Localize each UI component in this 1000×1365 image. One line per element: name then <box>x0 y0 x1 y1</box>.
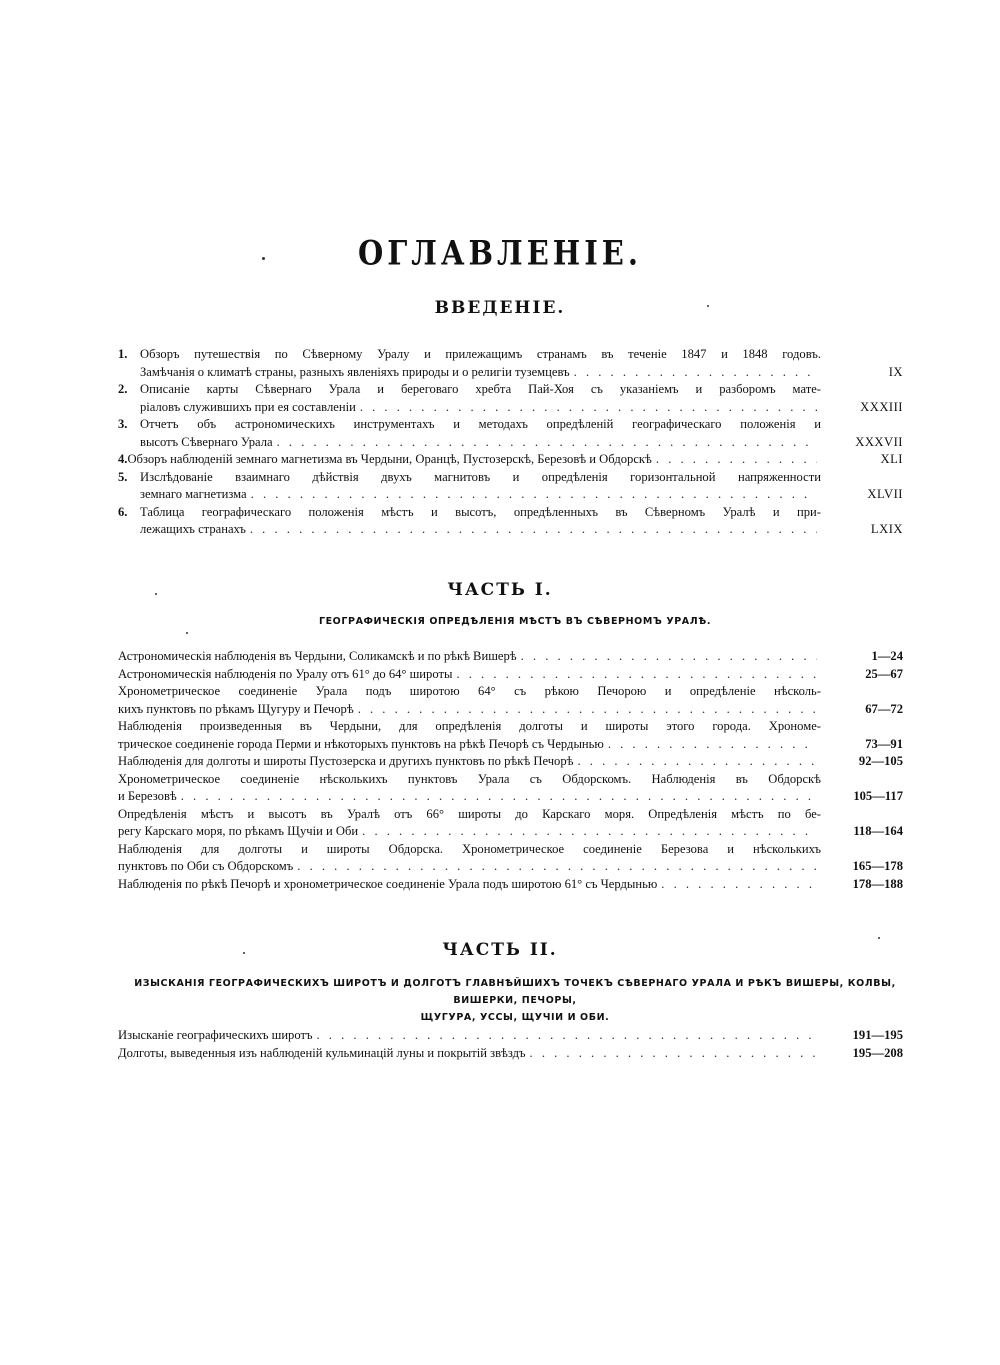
introduction-heading: ВВЕДЕНІЕ. <box>434 298 566 318</box>
scan-speck <box>707 305 709 307</box>
entry-text: Таблица географическаго положенія мѣстъ и высотъ, опредѣленныхъ въ Сѣверномъ Уралѣ и при- <box>140 504 821 519</box>
part1-entry <box>118 648 903 666</box>
dot-leader <box>277 434 817 452</box>
entry-text: Долготы, выведенныя изъ наблюденій кульминацій луны и покрытій звѣздъ <box>118 1045 526 1060</box>
introduction-list <box>118 346 903 539</box>
page-reference: IX <box>888 364 903 379</box>
page-reference: LXIX <box>870 522 903 536</box>
scan-speck <box>878 937 880 939</box>
entry-text: Обзоръ наблюденій земнаго магнетизма въ Чердыни, Оранцѣ, Пустозерскѣ, Березовѣ и Обдорскѣ <box>127 452 652 466</box>
page-reference: XXXIII <box>860 399 903 414</box>
dot-leader <box>661 876 817 894</box>
part1-entry <box>118 666 903 684</box>
dot-leader <box>358 701 817 719</box>
entry-number: 1. <box>118 347 128 361</box>
part1-entry <box>118 876 903 894</box>
scan-speck <box>243 952 245 954</box>
page-reference: 118—164 <box>853 824 903 838</box>
part1-entry <box>118 753 903 771</box>
page-reference: 165—178 <box>852 859 903 873</box>
part2-subheading-line: ЩУГУРА, УССЫ, ЩУЧІИ И ОБИ. <box>420 1012 610 1023</box>
page-reference: 25—67 <box>865 666 903 681</box>
part1-list <box>118 648 903 893</box>
scan-speck <box>186 632 188 634</box>
dot-leader <box>530 1045 817 1063</box>
entry-text: Отчетъ объ астрономическихъ инструментахъ и методахъ опредѣленій географическаго положенія и <box>140 417 821 431</box>
page-reference: XLVII <box>867 487 903 501</box>
page-reference: 178—188 <box>852 876 903 891</box>
dot-leader <box>297 858 817 876</box>
entry-text: Наблюденія произведенныя въ Чердыни, для опредѣленія долготы и широты этого города. Хрономе- <box>118 719 821 733</box>
entry-text: ріаловъ служившихъ при ея составленіи <box>140 399 356 414</box>
introduction-entry <box>118 504 903 539</box>
entry-number: 2. <box>118 382 128 396</box>
page-reference: 73—91 <box>865 736 903 751</box>
part2-subheading-line: ИЗЫСКАНІЯ ГЕОГРАФИЧЕСКИХЪ ШИРОТЪ И ДОЛГОТЪ ГЛАВНѢЙШИХЪ ТОЧЕКЪ СѢВЕРНАГО УРАЛА И РѢКЪ ВИШЕРЫ, КОЛВЫ, ВИШЕРКИ, ПЕЧОРЫ, <box>134 978 896 1006</box>
entry-number: 5. <box>118 469 128 484</box>
dot-leader <box>608 736 817 754</box>
part2-entry <box>118 1045 903 1063</box>
part2-list <box>118 1027 903 1062</box>
dot-leader <box>250 521 817 539</box>
dot-leader <box>456 666 817 684</box>
introduction-entry <box>118 346 903 381</box>
part1-subheading: ГЕОГРАФИЧЕСКІЯ ОПРЕДѢЛЕНІЯ МѢСТЪ ВЪ СѢВЕРНОМЪ УРАЛѢ. <box>318 616 712 627</box>
introduction-entry <box>118 381 903 416</box>
entry-text: Наблюденія для долготы и широты Пустозерска и другихъ пунктовъ по рѣкѣ Печорѣ <box>118 754 574 768</box>
entry-text: Обзоръ путешествія по Сѣверному Уралу и прилежащимъ странамъ въ теченіе 1847 и 1848 годовъ. <box>140 347 821 361</box>
introduction-entry <box>118 416 903 451</box>
dot-leader <box>577 753 817 771</box>
page-reference: 67—72 <box>865 701 903 716</box>
part2-heading: ЧАСТЬ II. <box>442 940 558 960</box>
page-reference: 191—195 <box>852 1028 903 1042</box>
part1-entry <box>118 771 903 806</box>
dot-leader <box>317 1027 818 1045</box>
entry-text: Изслѣдованіе взаимнаго дѣйствія двухъ магнитовъ и опредѣленія горизонтальной напряженности <box>140 469 821 484</box>
dot-leader <box>521 648 817 666</box>
dot-leader <box>574 364 817 382</box>
entry-number: 6. <box>118 504 128 519</box>
entry-text: земнаго магнетизма <box>140 487 247 501</box>
entry-text: пунктовъ по Оби съ Обдорскомъ <box>118 859 294 873</box>
part1-entry <box>118 718 903 753</box>
entry-text: высотъ Сѣвернаго Урала <box>140 434 273 449</box>
scan-speck <box>155 593 157 595</box>
page-title: ОГЛАВЛЕНІЕ. <box>358 233 642 273</box>
entry-text: Изысканіе географическихъ широтъ <box>118 1028 313 1042</box>
entry-text: кихъ пунктовъ по рѣкамъ Щугуру и Печорѣ <box>118 701 354 716</box>
entry-text: Наблюденія по рѣкѣ Печорѣ и хронометрическое соединеніе Урала подъ широтою 61° съ Чердынью <box>118 876 658 891</box>
dot-leader <box>362 823 817 841</box>
entry-text: лежащихъ странахъ <box>140 522 246 536</box>
entry-text: Хронометрическое соединеніе Урала подъ широтою 64° съ рѣкою Печорою и опредѣленіе нѣсколь- <box>118 684 821 698</box>
page-reference: XXXVII <box>855 434 903 449</box>
dot-leader <box>251 486 817 504</box>
dot-leader <box>360 399 817 417</box>
dot-leader <box>181 788 817 806</box>
entry-text: Наблюденія для долготы и широты Обдорска. Хронометрическое соединеніе Березова и нѣсколькихъ <box>118 841 821 856</box>
entry-text: регу Карскаго моря, по рѣкамъ Щучіи и Оби <box>118 824 359 838</box>
introduction-entry <box>118 451 903 469</box>
introduction-entry <box>118 469 903 504</box>
entry-number: 3. <box>118 417 128 431</box>
entry-text: Замѣчанія о климатѣ страны, разныхъ явленіяхъ природы и о религіи туземцевъ <box>140 364 570 379</box>
part2-entry <box>118 1027 903 1045</box>
part1-heading: ЧАСТЬ I. <box>447 580 553 600</box>
part2-subheading <box>120 975 910 1026</box>
dot-leader <box>656 451 817 469</box>
page-reference: 105—117 <box>853 789 903 803</box>
entry-text: и Березовѣ <box>118 789 177 803</box>
entry-number: 4. <box>118 452 128 466</box>
part1-entry <box>118 683 903 718</box>
entry-text: Опредѣленія мѣстъ и высотъ въ Уралѣ отъ 66° широты до Карскаго моря. Опредѣленія мѣстъ по бе- <box>118 806 821 821</box>
entry-text: Хронометрическое соединеніе нѣсколькихъ пунктовъ Урала съ Обдорскомъ. Наблюденія въ Обдорскѣ <box>118 771 821 786</box>
entry-text: Астрономическія наблюденія по Уралу отъ 61° до 64° широты <box>118 666 453 681</box>
entry-text: Описаніе карты Сѣвернаго Урала и береговаго хребта Пай-Хоя съ указаніемъ и разборомъ мате- <box>140 382 821 396</box>
page-reference: 1—24 <box>871 649 903 663</box>
page-reference: XLI <box>880 452 903 466</box>
part1-entry <box>118 841 903 876</box>
entry-text: трическое соединеніе города Перми и нѣкоторыхъ пунктовъ на рѣкѣ Печорѣ съ Чердынью <box>118 736 604 751</box>
page-reference: 195—208 <box>852 1045 903 1060</box>
scan-speck <box>262 257 265 260</box>
page-reference: 92—105 <box>858 754 903 768</box>
part1-entry <box>118 806 903 841</box>
entry-text: Астрономическія наблюденія въ Чердыни, Соликамскѣ и по рѣкѣ Вишерѣ <box>118 649 517 663</box>
